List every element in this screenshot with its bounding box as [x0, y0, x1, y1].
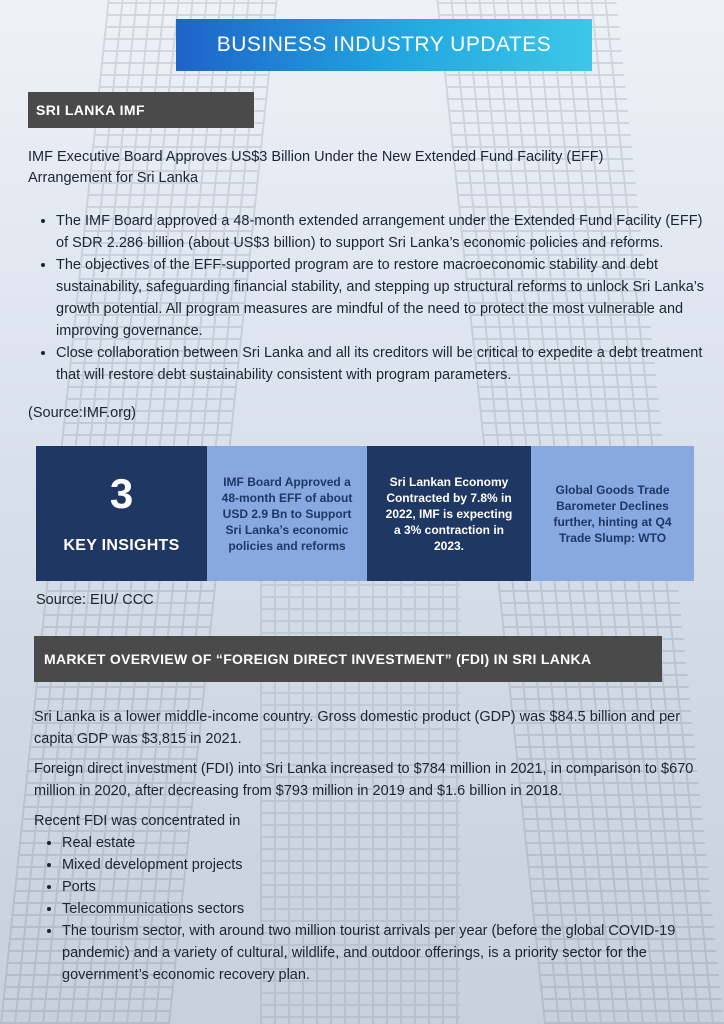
section-title: MARKET OVERVIEW OF “FOREIGN DIRECT INVESTMENT” (FDI) IN SRI LANKA [44, 651, 592, 667]
insights-source: Source: EIU/ CCC [36, 592, 154, 608]
fdi-paragraph: Foreign direct investment (FDI) into Sri Lanka increased to $784 million in 2021, in comparison to $670 million in 2020, after decreasing from $793 million in 2019 and $1.6 billion in 2018. [34, 761, 694, 799]
section-title: SRI LANKA IMF [36, 102, 145, 118]
imf-headline: IMF Executive Board Approves US$3 Billion Under the New Extended Fund Facility (EFF) Arrangement for Sri Lanka [28, 149, 604, 186]
key-insights-panel [36, 446, 694, 581]
insight-card [207, 446, 367, 581]
list-item: • Mixed development projects [62, 854, 724, 876]
fdi-sector-list [36, 832, 724, 986]
section-header-fdi [34, 636, 662, 682]
list-item: • Telecommunications sectors [62, 898, 724, 920]
insight-card [531, 446, 694, 581]
insights-count: 3 [109, 469, 134, 517]
list-item: • Real estate [62, 832, 724, 854]
page-title-banner [176, 19, 592, 71]
key-insights-heading [36, 446, 207, 581]
list-item: • The tourism sector, with around two million tourist arrivals per year (before the global COVID-19 pandemic) and a variety of cultural, wildlife, and outdoor offerings, is a priority sector for the government’s economic recovery plan. [62, 920, 724, 986]
list-item: • Ports [62, 876, 724, 898]
section-header-imf [28, 92, 254, 128]
insight-text: Global Goods Trade Barometer Declines further, hinting at Q4 Trade Slump: WTO [553, 482, 672, 545]
imf-source: (Source:IMF.org) [28, 405, 136, 421]
insights-label: KEY INSIGHTS [63, 536, 180, 554]
imf-bullet-list [30, 210, 716, 386]
insight-text: Sri Lankan Economy Contracted by 7.8% in 2022, IMF is expecting a 3% contraction in 2023. [385, 474, 513, 553]
list-item: • The objectives of the EFF-supported program are to restore macroeconomic stability and debt sustainability, safeguarding financial stability, and stepping up structural reforms to unlock Sri Lanka’s growth potential. All program measures are mindful of the need to protect the most vulnerable and improving governance. [56, 254, 716, 342]
fdi-paragraph: Sri Lanka is a lower middle-income country. Gross domestic product (GDP) was $84.5 billion and per capita GDP was $3,815 in 2021. [34, 709, 681, 747]
page-title: BUSINESS INDUSTRY UPDATES [216, 33, 552, 56]
insight-card [367, 446, 531, 581]
list-item: • The IMF Board approved a 48-month extended arrangement under the Extended Fund Facility (EFF) of SDR 2.286 billion (about US$3 billion) to support Sri Lanka’s economic policies and reforms. [56, 210, 716, 254]
insight-text: IMF Board Approved a 48-month EFF of about USD 2.9 Bn to Support Sri Lanka’s economic policies and reforms [221, 474, 353, 553]
list-item: • Close collaboration between Sri Lanka and all its creditors will be critical to expedite a debt treatment that will restore debt sustainability consistent with program parameters. [56, 342, 716, 386]
fdi-paragraph: Recent FDI was concentrated in [34, 813, 241, 829]
